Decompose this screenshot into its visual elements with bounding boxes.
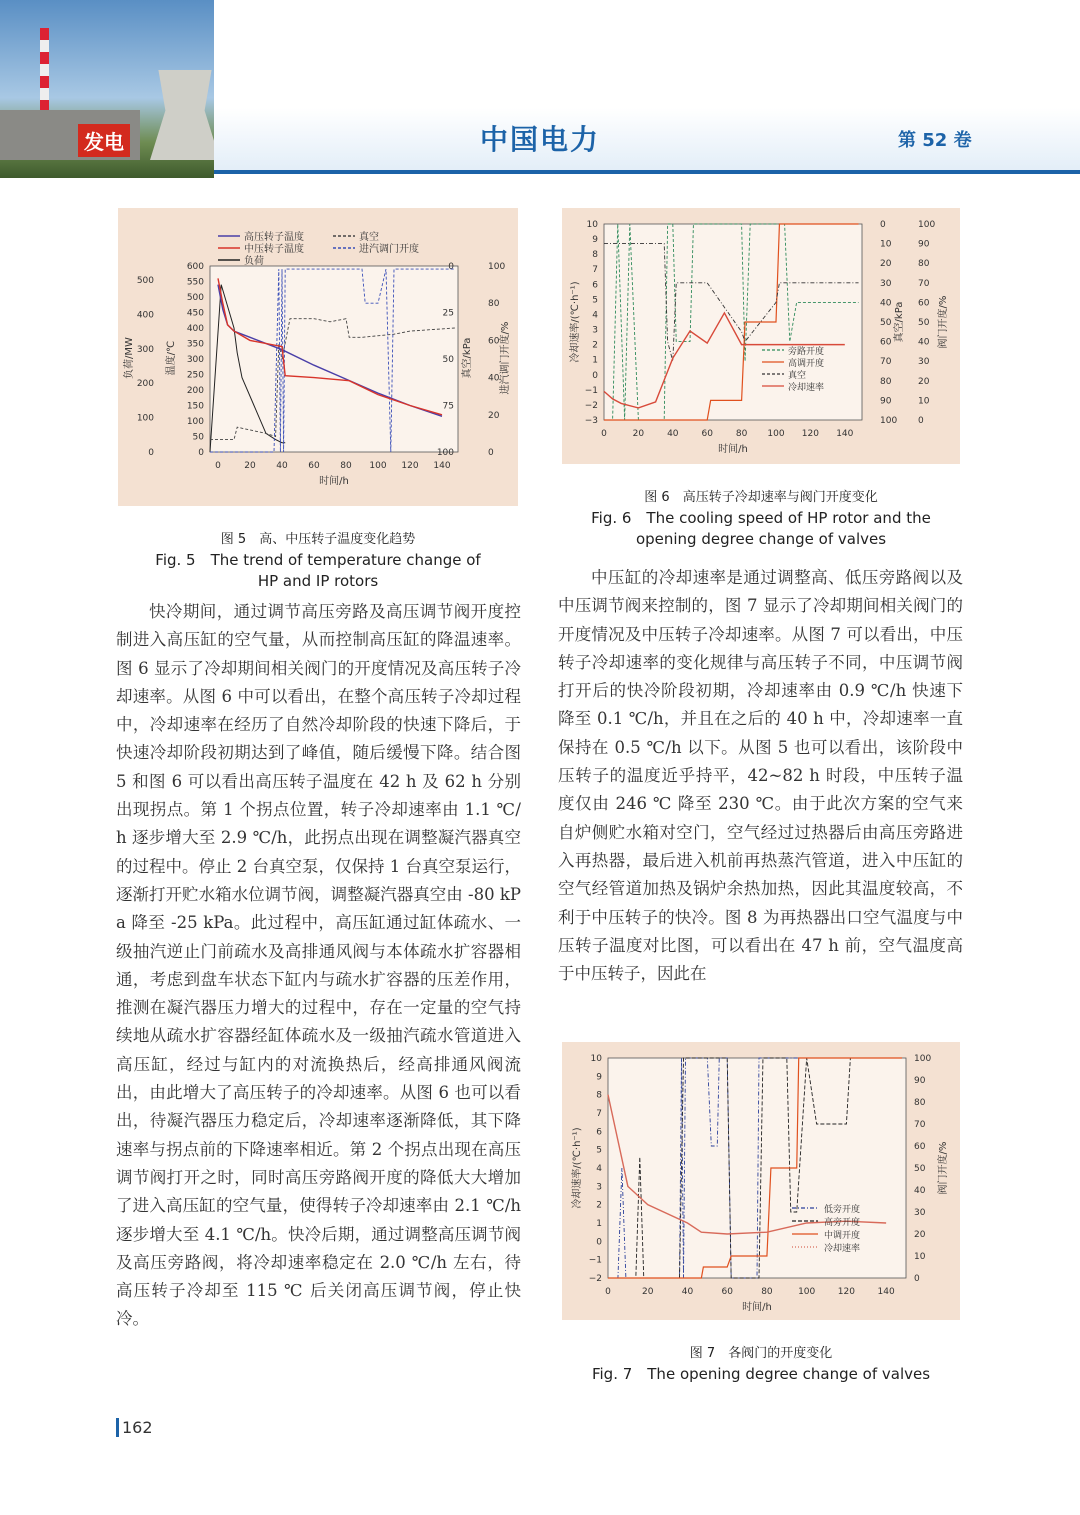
rate-tick-label: 1 (592, 355, 598, 366)
x-tick-label: 120 (801, 429, 819, 439)
temp-tick-label: 450 (186, 308, 204, 319)
legend-label: 进汽调门开度 (359, 244, 419, 255)
temp-tick-label: 300 (186, 355, 204, 365)
rate-tick-label: 8 (596, 1090, 602, 1101)
rate-tick-label: 10 (590, 1054, 602, 1064)
x-axis-label: 时间/h (742, 1302, 772, 1313)
x-tick-label: 0 (215, 461, 221, 471)
figure7 (562, 1042, 960, 1320)
x-tick-label: 140 (433, 461, 451, 471)
vacuum-tick-label: 50 (442, 355, 454, 365)
valve-tick-label: 0 (914, 1274, 920, 1284)
vacuum-tick-label: 0 (880, 220, 886, 230)
valve-tick-label: 20 (488, 410, 500, 421)
x-tick-label: 80 (340, 461, 352, 471)
rate-tick-label: −1 (588, 1255, 602, 1266)
vacuum-tick-label: 20 (880, 259, 892, 270)
x-tick-label: 40 (667, 429, 679, 439)
legend-label: 真空 (788, 371, 807, 381)
temp-tick-label: 350 (186, 339, 204, 350)
vacuum-tick-label: 60 (880, 337, 892, 348)
rate-tick-label: 2 (592, 340, 598, 351)
valve-tick-label: 20 (914, 1230, 926, 1240)
rate-tick-label: 4 (596, 1164, 602, 1174)
rate-axis-label: 冷却速率/(℃·h⁻¹) (572, 1127, 583, 1209)
rate-tick-label: 6 (596, 1127, 602, 1138)
valve-axis-label: 阀门开度/% (938, 295, 949, 349)
figure7-caption-zh: 图 7 各阀门的开度变化 (689, 1346, 833, 1361)
valve-tick-label: 30 (918, 357, 930, 368)
valve-tick-label: 100 (918, 220, 936, 230)
rate-tick-label: 2 (596, 1200, 602, 1211)
x-tick-label: 40 (276, 461, 288, 471)
x-tick-label: 80 (761, 1287, 773, 1297)
vacuum-tick-label: 10 (880, 239, 892, 250)
rate-tick-label: 9 (596, 1072, 602, 1083)
rate-tick-label: −2 (588, 1274, 602, 1284)
x-axis-label: 时间/h (319, 476, 349, 487)
figure6-chart (562, 208, 960, 464)
rate-axis-label: 冷却速率/(℃·h⁻¹) (570, 281, 581, 363)
page-number: 162 (116, 1418, 153, 1437)
x-tick-label: 0 (605, 1287, 611, 1297)
legend-label: 冷却速率 (824, 1244, 861, 1254)
valve-tick-label: 40 (488, 373, 500, 384)
rate-tick-label: 5 (592, 295, 598, 306)
valve-tick-label: 90 (918, 239, 930, 250)
figure5 (118, 208, 518, 506)
x-tick-label: 140 (877, 1287, 895, 1297)
temp-axis-label: 温度/℃ (166, 340, 177, 376)
figure7-chart (562, 1042, 960, 1320)
valve-tick-label: 80 (918, 259, 930, 270)
rate-tick-label: 9 (592, 235, 598, 246)
x-tick-label: 20 (632, 429, 645, 439)
journal-title: 中国电力 (480, 123, 601, 156)
temp-tick-label: 100 (186, 417, 204, 427)
vacuum-tick-label: 100 (880, 416, 898, 426)
vacuum-tick-label: 50 (880, 318, 892, 328)
valve-tick-label: 70 (914, 1120, 926, 1130)
temp-tick-label: 200 (186, 386, 204, 396)
legend-label: 低旁开度 (824, 1205, 861, 1215)
cooling-tower-graphic (150, 70, 214, 160)
rate-tick-label: 10 (586, 220, 598, 230)
valve-tick-label: 0 (918, 416, 924, 426)
temp-tick-label: 500 (186, 293, 204, 303)
left-paragraph: 快冷期间，通过调节高压旁路及高压调节阀开度控制进入高压缸的空气量，从而控制高压缸的降温速率。图 6 显示了冷却期间相关阀门的开度情况及高压转子冷却速率。从图 6 中可以看出，在整个高压转子冷却过程中，冷却速率在经历了自然冷却阶段的快速下降后，于快速冷却阶段初期达到了峰值，随后缓慢下降。结合图 5 和图 6 可以看出高压转子温度在 42 h 及 62 h 分别出现拐点。第 1 个拐点位置，转子冷却速率由 1.1 ℃/h 逐步增大至 2.9 ℃/h，此拐点出现在调整凝汽器真空的过程中。停止 2 台真空泵，仅保持 1 台真空泵运行，逐渐打开贮水箱水位调节阀，调整凝汽器真空由 -80 kPa 降至 -25 kPa。此过程中，高压缸通过缸体疏水、一级抽汽逆止门前疏水及高排通风阀与本体疏水扩容器相通，考虑到盘车状态下缸内与疏水扩容器的压差作用，推测在凝汽器压力增大的过程中，存在一定量的空气持续地从疏水扩容器经缸体疏水及一级抽汽疏水管道进入高压缸，经过与缸内的对流换热后，经高排通风阀流出，由此增大了高压转子的冷却速率。从图 6 也可以看出，待凝汽器压力稳定后，冷却速率逐渐降低，其下降速率与拐点前的下降速率相近。第 2 个拐点出现在高压调节阀打开之时，同时高压旁路阀开度的降低大大增加了进入高压缸的空气量，使得转子冷却速率由 2.1 ℃/h 逐步增大至 4.1 ℃/h。快冷后期，通过调整高压调节阀及高压旁路阀，将冷却速率稳定在 2.0 ℃/h 左右，待高压转子冷却至 115 ℃ 后关闭高压调节阀，停止快冷。 (116, 602, 521, 1329)
figure6-caption-en: Fig. 6 The cooling speed of HP rotor and the opening degree change of valves (591, 509, 931, 548)
rate-tick-label: 6 (592, 280, 598, 291)
x-tick-label: 100 (798, 1287, 816, 1297)
legend-label: 负荷 (244, 256, 264, 267)
temp-tick-label: 600 (186, 262, 204, 272)
rate-tick-label: −3 (584, 416, 598, 426)
x-tick-label: 20 (244, 461, 256, 471)
valve-tick-label: 60 (488, 336, 500, 347)
legend-label: 高压转子温度 (244, 232, 304, 243)
rate-tick-label: 7 (592, 265, 598, 276)
volume-label: 第 52 卷 (898, 130, 972, 151)
load-axis-label: 负荷/MW (124, 337, 135, 379)
load-tick-label: 200 (136, 379, 154, 390)
x-axis-label: 时间/h (718, 444, 748, 455)
x-tick-label: 40 (681, 1287, 694, 1297)
rate-tick-label: 1 (596, 1219, 602, 1229)
load-tick-label: 300 (136, 344, 154, 355)
rate-tick-label: 0 (592, 370, 598, 381)
vacuum-axis-label: 真空/kPa (462, 337, 473, 379)
valve-tick-label: 50 (918, 318, 930, 328)
valve-tick-label: 0 (488, 448, 494, 458)
figure6 (562, 208, 960, 464)
figure6-caption-zh: 图 6 高压转子冷却速率与阀门开度变化 (644, 490, 878, 505)
load-tick-label: 400 (136, 310, 154, 321)
valve-tick-label: 10 (914, 1252, 926, 1262)
valve-tick-label: 20 (918, 376, 930, 387)
valve-tick-label: 50 (914, 1164, 926, 1174)
valve-tick-label: 30 (914, 1208, 926, 1218)
valve-tick-label: 40 (914, 1186, 926, 1196)
vacuum-tick-label: 40 (880, 298, 892, 309)
valve-tick-label: 80 (914, 1098, 926, 1108)
figure5-caption-zh: 图 5 高、中压转子温度变化趋势 (220, 532, 416, 547)
temp-tick-label: 0 (198, 448, 204, 458)
load-tick-label: 0 (148, 448, 154, 458)
x-tick-label: 60 (721, 1287, 733, 1297)
x-tick-label: 60 (701, 429, 713, 439)
vacuum-tick-label: 25 (442, 308, 454, 319)
vacuum-tick-label: 90 (880, 396, 892, 407)
right-paragraph: 中压缸的冷却速率是通过调整高、低压旁路阀以及中压调节阀来控制的，图 7 显示了冷却期间相关阀门的开度情况及中压转子冷却速率。从图 7 可以看出，中压转子冷却速率的变化规律与高压转子不同，中压调节阀打开后的快冷阶段初期，冷却速率由 0.9 ℃/h 快速下降至 0.1 ℃/h，并且在之后的 40 h 中，冷却速率一直保持在 0.5 ℃/h 以下。从图 5 也可以看出，该阶段中压转子的温度近乎持平，42~82 h 时段，中压转子温度仅由 246 ℃ 降至 230 ℃。由于此次方案的空气来自炉侧贮水箱对空门，空气经过过热器后由高压旁路进入再热器，最后进入机前再热蒸汽管道，进入中压缸的空气经管道加热及锅炉余热加热，因此其温度较高，不利于中压转子的快冷。图 8 为再热器出口空气温度与中压转子温度对比图，可以看出在 47 h 前，空气温度高于中压转子，因此在 (558, 568, 963, 984)
valve-tick-label: 70 (918, 278, 930, 289)
figure7-caption-en: Fig. 7 The opening degree change of valves (591, 1365, 931, 1383)
rate-tick-label: −2 (584, 400, 598, 411)
rate-tick-label: 4 (592, 310, 598, 321)
rate-tick-label: 3 (596, 1182, 602, 1193)
vacuum-axis-label: 真空/kPa (894, 301, 905, 343)
x-tick-label: 140 (836, 429, 854, 439)
rate-tick-label: 8 (592, 250, 598, 261)
rate-tick-label: 5 (596, 1145, 602, 1156)
x-tick-label: 120 (401, 461, 419, 471)
temp-tick-label: 50 (192, 432, 204, 443)
vacuum-tick-label: 0 (448, 262, 454, 272)
rate-tick-label: 7 (596, 1109, 602, 1119)
valve-tick-label: 90 (914, 1076, 926, 1086)
legend-label: 旁路开度 (788, 347, 825, 357)
x-tick-label: 100 (369, 461, 387, 471)
temp-tick-label: 250 (186, 370, 204, 381)
vacuum-tick-label: 100 (436, 448, 454, 458)
temp-tick-label: 150 (186, 401, 204, 412)
valve-axis-label: 阀门开度/% (938, 1141, 949, 1195)
valve-tick-label: 40 (918, 337, 930, 348)
valve-tick-label: 100 (914, 1054, 932, 1064)
rate-tick-label: 3 (592, 325, 598, 336)
valve-tick-label: 60 (914, 1142, 926, 1152)
x-tick-label: 60 (308, 461, 320, 471)
load-tick-label: 500 (136, 276, 154, 286)
valve-tick-label: 100 (488, 262, 506, 272)
section-badge: 发电 (78, 124, 130, 157)
vacuum-tick-label: 30 (880, 278, 892, 289)
vacuum-tick-label: 75 (442, 401, 454, 412)
legend-label: 中压转子温度 (244, 244, 304, 255)
rate-tick-label: −1 (584, 385, 598, 396)
legend-label: 高调开度 (788, 359, 825, 369)
figure5-chart (118, 208, 518, 506)
figure5-caption-en: Fig. 5 The trend of temperature change of HP and IP rotors (155, 551, 481, 590)
legend-label: 冷却速率 (788, 383, 825, 393)
legend-label: 中调开度 (824, 1231, 861, 1241)
valve-tick-label: 60 (918, 298, 930, 309)
x-tick-label: 120 (837, 1287, 855, 1297)
valve-axis-label: 进汽调门开度/% (500, 321, 511, 395)
rate-tick-label: 0 (596, 1237, 602, 1248)
legend-label: 高旁开度 (824, 1218, 861, 1228)
load-tick-label: 100 (136, 413, 154, 424)
valve-tick-label: 80 (488, 299, 500, 310)
vacuum-tick-label: 80 (880, 376, 892, 387)
x-tick-label: 0 (601, 429, 607, 439)
x-tick-label: 20 (642, 1287, 654, 1297)
plot-area (210, 266, 458, 452)
valve-tick-label: 10 (918, 396, 930, 407)
temp-tick-label: 400 (186, 324, 204, 334)
legend-label: 真空 (359, 232, 379, 243)
x-tick-label: 80 (735, 429, 748, 439)
vacuum-tick-label: 70 (880, 357, 892, 368)
temp-tick-label: 550 (186, 277, 204, 288)
x-tick-label: 100 (767, 429, 785, 439)
